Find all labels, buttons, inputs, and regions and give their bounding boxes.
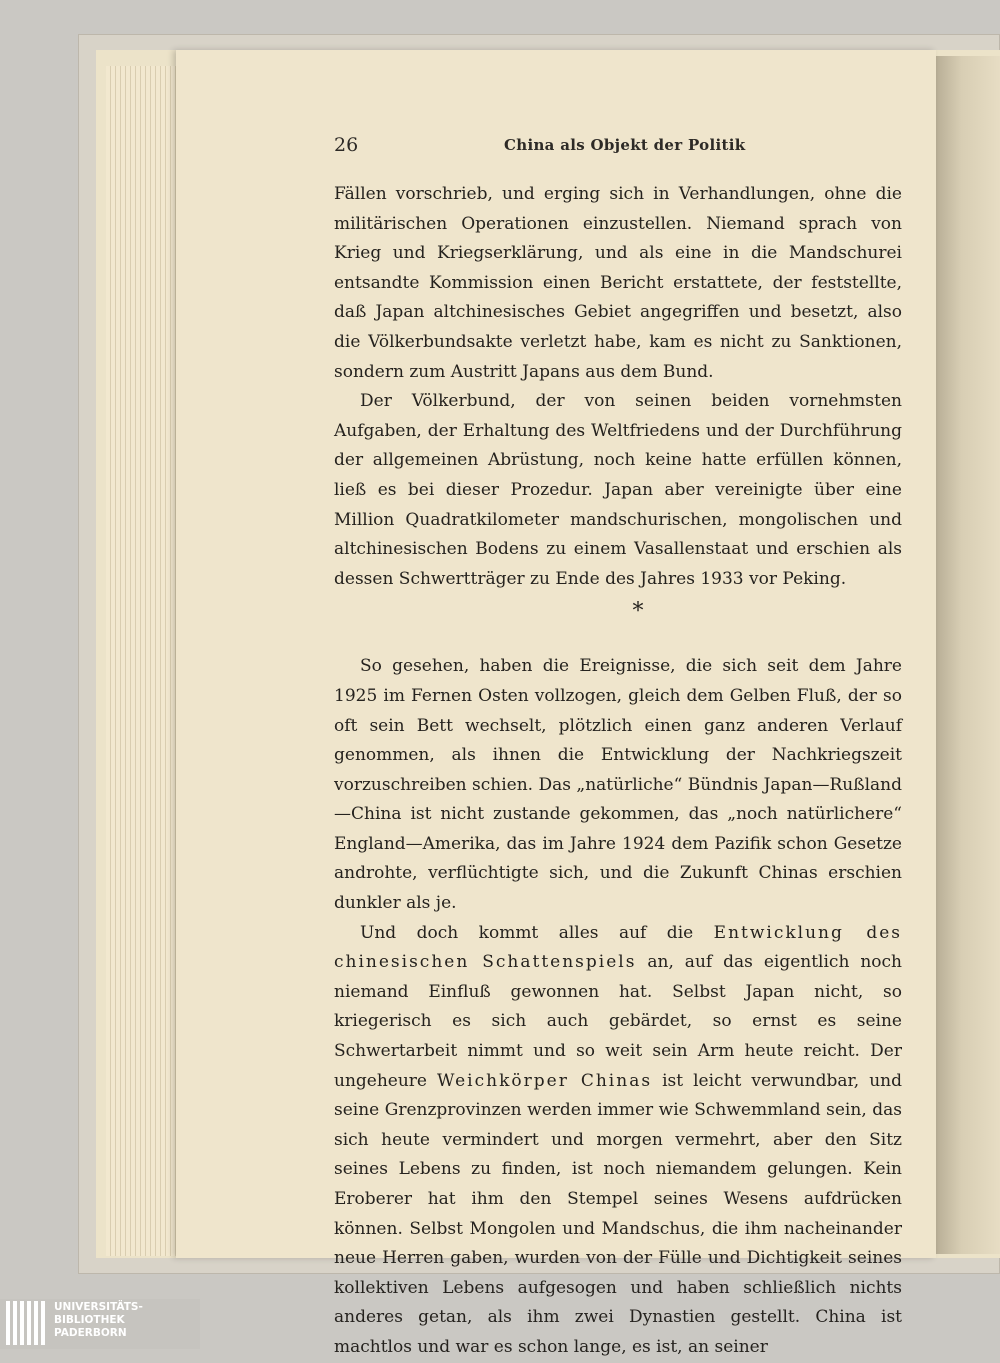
paragraph-4-text-2: an, auf das eigentlich noch niemand Einfluß gewonnen hat. Selbst Japan nicht, so kriegerisch es sich auch gebärdet, so ernst es seine Schwertarbeit nimmt und so weit sein Arm heute reicht. Der ungeheure	[334, 952, 902, 1091]
logo-line-2: BIBLIOTHEK	[54, 1314, 125, 1326]
library-logo	[0, 1299, 200, 1349]
paragraph-2: Der Völkerbund, der von seinen beiden vornehmsten Aufgaben, der Erhaltung des Weltfriedens und der Durchführung der allgemeinen Abrüstung, noch keine hatte erfüllen können, ließ es bei dieser Prozedur. Japan aber vereinigte über eine Million Quadratkilometer mandschurischen, mongolischen und altchinesischen Bodens zu einem Vasallenstaat und erschien als dessen Schwertträger zu Ende des Jahres 1933 vor Peking.	[334, 391, 902, 589]
library-logo-icon	[6, 1299, 46, 1347]
logo-line-3: PADERBORN	[54, 1327, 127, 1339]
paragraph-4-spaced-1: Entwicklung des chinesischen Schattenspiels	[334, 922, 902, 973]
paragraph-4-spaced-2: Weichkörper Chinas	[437, 1070, 653, 1091]
paragraph-3: So gesehen, haben die Ereignisse, die sich seit dem Jahre 1925 im Fernen Osten vollzogen, gleich dem Gelben Fluß, der so oft sein Bett wechselt, plötzlich einen ganz anderen Verlauf genommen, als ihnen die Entwicklung der Nachkriegszeit vorzuschreiben schien. Das „natürliche“ Bündnis Japan—Rußland—China ist nicht zustande gekommen, das „noch natürlichere“ England—Amerika, das im Jahre 1924 dem Pazifik schon Gesetze androhte, verflüchtigte sich, und die Zukunft Chinas erschien dunkler als je.	[334, 656, 902, 914]
paragraph-4	[334, 919, 902, 1363]
paragraph-4-text-3: ist leicht verwundbar, und seine Grenzprovinzen werden immer wie Schwemmland sein, das sich heute vermindert und morgen vermehrt, aber den Sitz seines Lebens zu finden, ist noch niemandem gelungen. Kein Eroberer hat ihm den Stempel seines Wesens aufdrücken können. Selbst Mongolen und Mandschus, die ihm nacheinander neue Herren gaben, wurden von der Fülle und Dichtigkeit seines kollektiven Lebens aufgesogen und haben schließlich nichts anderes getan, als ihm zwei Dynastien gestellt. China ist machtlos und war es schon lange, es ist, an seiner	[334, 1070, 902, 1357]
page-number: 26	[334, 134, 359, 156]
running-title: China als Objekt der Politik	[504, 136, 746, 154]
library-logo-text	[54, 1301, 194, 1340]
facing-page-gutter	[936, 56, 1000, 1254]
section-separator: *	[632, 599, 644, 625]
paragraph-1: Fällen vorschrieb, und erging sich in Verhandlungen, ohne die militärischen Operationen einzustellen. Niemand sprach von Krieg und Kriegserklärung, und als eine in die Mandschurei entsandte Kommission einen Bericht erstattete, der feststellte, daß Japan altchinesisches Gebiet angegriffen und besetzt, also die Völkerbundsakte verletzt habe, kam es nicht zu Sanktionen, sondern zum Austritt Japans aus dem Bund.	[334, 184, 902, 382]
page-header	[334, 134, 894, 164]
body-text	[334, 180, 902, 1363]
paragraph-4-text-1: Und doch kommt alles auf die	[360, 922, 714, 943]
logo-line-1: UNIVERSITÄTS-	[54, 1301, 143, 1313]
